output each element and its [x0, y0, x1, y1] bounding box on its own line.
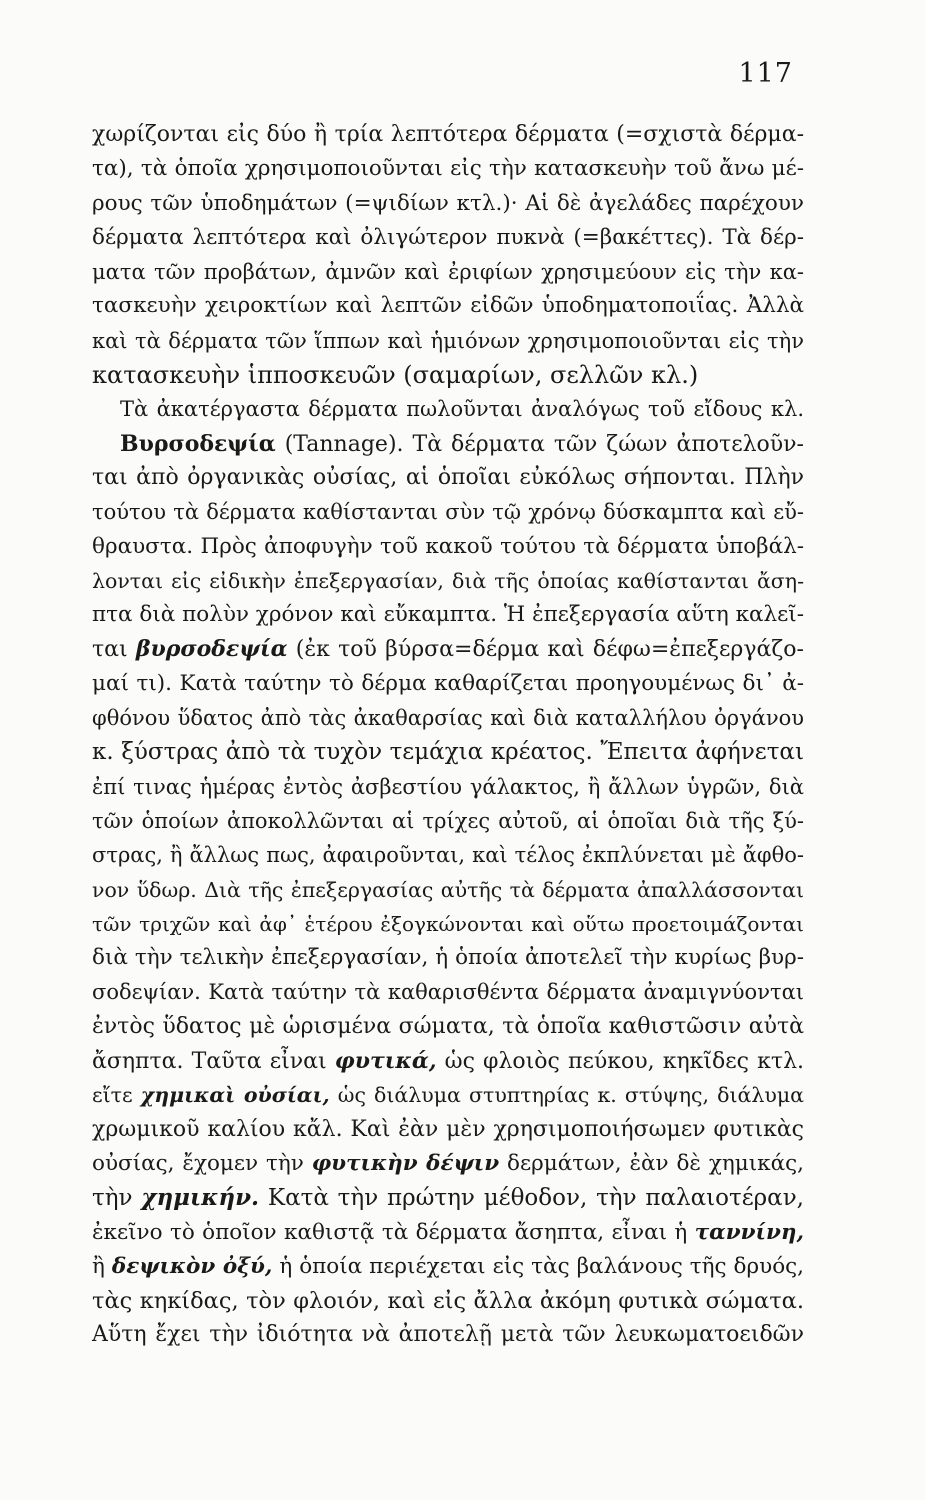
text-line: τὰς κηκίδας, τὸν φλοιόν, καὶ εἰς ἄλλα ἀκόμη φυτικὰ σώματα.	[92, 1288, 804, 1315]
text-line: στρας, ἢ ἄλλως πως, ἀφαιροῦνται, καὶ τέλος ἐκπλύνεται μὲ ἄφθο-	[92, 843, 804, 868]
text-line: κ. ξύστρας ἀπὸ τὰ τυχὸν τεμάχια κρέατος. Ἔπειτα ἀφήνεται	[92, 739, 804, 766]
emphasis-term: φυτικά,	[334, 1048, 437, 1075]
text-line: ἐπί τινας ἡμέρας ἐντὸς ἀσβεστίου γάλακτος, ἢ ἄλλων ὑγρῶν, διὰ	[92, 774, 804, 799]
text-line: τα), τὰ ὁποῖα χρησιμοποιοῦνται εἰς τὴν κατασκευὴν τοῦ ἄνω μέ-	[92, 156, 804, 182]
text-line: Αὕτη ἔχει τὴν ἰδιότητα νὰ ἀποτελῇ μετὰ τῶν λευκωματοειδῶν	[92, 1322, 804, 1348]
text-line: τασκευὴν χειροκτίων καὶ λεπτῶν εἰδῶν ὑποδηματοποιΐας. Ἀλλὰ	[92, 293, 804, 319]
text-line: πτα διὰ πολὺν χρόνον καὶ εὔκαμπτα. Ἡ ἐπεξεργασία αὕτη καλεῖ-	[92, 602, 804, 628]
emphasis-term: χημικαὶ οὐσίαι,	[140, 1083, 330, 1108]
section-heading: Βυρσοδεψία	[120, 430, 276, 457]
text-line: θραυστα. Πρὸς ἀποφυγὴν τοῦ κακοῦ τούτου τὰ δέρματα ὑποβάλ-	[92, 533, 804, 559]
text-line: ἐκεῖνο τὸ ὁποῖον καθιστᾷ τὰ δέρματα ἄσηπτα, εἶναι ἡ ταννίνη,	[92, 1219, 804, 1245]
text-line: διὰ τὴν τελικὴν ἐπεξεργασίαν, ἡ ὁποία ἀποτελεῖ τὴν κυρίως βυρ-	[92, 945, 804, 971]
text-line: φθόνου ὕδατος ἀπὸ τὰς ἀκαθαρσίας καὶ διὰ καταλλήλου ὀργάνου	[92, 706, 804, 731]
text-line: λονται εἰς εἰδικὴν ἐπεξεργασίαν, διὰ τῆς ὁποίας καθίστανται ἄση-	[92, 568, 804, 593]
text-line: ἢ δεψικὸν ὀξύ, ἡ ὁποία περιέχεται εἰς τὰς βαλάνους τῆς δρυός,	[92, 1253, 805, 1279]
emphasis-term: ταννίνη,	[694, 1219, 804, 1245]
text-line: σοδεψίαν. Κατὰ ταύτην τὰ καθαρισθέντα δέρματα ἀναμιγνύονται	[92, 980, 804, 1005]
emphasis-term: χημικήν.	[141, 1184, 260, 1212]
text-line: ματα τῶν προβάτων, ἀμνῶν καὶ ἐριφίων χρησιμεύουν εἰς τὴν κα-	[92, 260, 804, 285]
text-line: τῶν ὁποίων ἀποκολλῶνται αἱ τρίχες αὐτοῦ, αἱ ὁποῖαι διὰ τῆς ξύ-	[92, 808, 804, 833]
text-line: καὶ τὰ δέρματα τῶν ἵππων καὶ ἡμιόνων χρησιμοποιοῦνται εἰς τὴν	[92, 328, 804, 353]
text-line: ται ἀπὸ ὀργανικὰς οὐσίας, αἱ ὁποῖαι εὐκόλως σήπονται. Πλὴν	[92, 464, 804, 490]
text-line: κατασκευὴν ἱπποσκευῶν (σαμαρίων, σελλῶν κλ.)	[92, 361, 699, 390]
emphasis-term: βυρσοδεψία	[135, 636, 288, 663]
text-line: ρους τῶν ὑποδημάτων (=ψιδίων κτλ.)· Αἱ δὲ ἀγελάδες παρέχουν	[92, 190, 804, 216]
text-line: χρωμικοῦ καλίου κἄλ. Καὶ ἐὰν μὲν χρησιμοποιήσωμεν φυτικὰς	[92, 1116, 804, 1142]
body-text	[92, 118, 804, 1353]
text-line: ἄσηπτα. Ταῦτα εἶναι φυτικά, ὡς φλοιὸς πεύκου, κηκῖδες κτλ.	[92, 1048, 805, 1075]
text-line: οὐσίας, ἔχομεν τὴν φυτικὴν δέψιν δερμάτων, ἐὰν δὲ χημικάς,	[92, 1150, 804, 1176]
emphasis-term: φυτικὴν δέψιν	[311, 1150, 500, 1176]
text-line: μαί τι). Κατὰ ταύτην τὸ δέρμα καθαρίζεται προηγουμένως δι᾿ ἀ-	[92, 670, 804, 696]
text-line: εἴτε χημικαὶ οὐσίαι, ὡς διάλυμα στυπτηρίας κ. στύψης, διάλυμα	[92, 1083, 804, 1108]
text-line: δέρματα λεπτότερα καὶ ὀλιγώτερον πυκνὰ (=βακέττες). Τὰ δέρ-	[92, 224, 804, 250]
text-line: Βυρσοδεψία (Tannage). Τὰ δέρματα τῶν ζώων ἀποτελοῦν-	[120, 430, 804, 457]
text-line: τῶν τριχῶν καὶ ἀφ᾿ ἑτέρου ἐξογκώνονται καὶ οὕτω προετοιμάζονται	[92, 911, 804, 936]
text-line: ται βυρσοδεψία (ἐκ τοῦ βύρσα=δέρμα καὶ δέφω=ἐπεξεργάζο-	[92, 636, 804, 663]
text-line: τούτου τὰ δέρματα καθίστανται σὺν τῷ χρόνῳ δύσκαμπτα καὶ εὔ-	[92, 500, 804, 525]
text-line: ἐντὸς ὕδατος μὲ ὡρισμένα σώματα, τὰ ὁποῖα καθιστῶσιν αὐτὰ	[92, 1013, 804, 1039]
text-line: νον ὕδωρ. Διὰ τῆς ἐπεξεργασίας αὐτῆς τὰ δέρματα ἀπαλλάσσονται	[92, 877, 804, 902]
emphasis-term: δεψικὸν ὀξύ,	[111, 1253, 273, 1279]
page-number: 117	[738, 58, 793, 89]
text-line: χωρίζονται εἰς δύο ἢ τρία λεπτότερα δέρματα (=σχιστὰ δέρμα-	[92, 122, 804, 147]
text-line: Τὰ ἀκατέργαστα δέρματα πωλοῦνται ἀναλόγως τοῦ εἴδους κλ.	[120, 397, 804, 422]
text-line: τὴν χημικήν. Κατὰ τὴν πρώτην μέθοδον, τὴν παλαιοτέραν,	[92, 1184, 804, 1212]
